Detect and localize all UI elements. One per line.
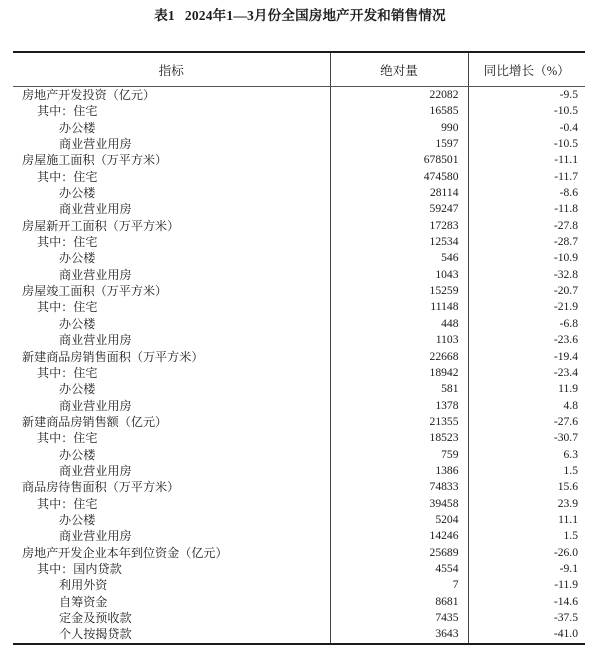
cell-indicator [13,463,330,479]
indicator-label: 新建商品房销售面积（万平方米） [22,349,204,364]
cell-yoy-growth: -21.9 [553,300,578,314]
cell-absolute-value: 678501 [330,152,468,168]
cell-yoy-growth: 11.9 [558,382,578,396]
cell-indicator [13,120,330,136]
cell-indicator [13,577,330,593]
cell-indicator [13,218,330,234]
cell-absolute-value: 474580 [330,169,468,185]
cell-indicator [13,496,330,512]
cell-indicator [13,103,330,119]
indicator-label: 其中：国内贷款 [37,561,122,576]
indicator-label: 商业营业用房 [59,202,132,217]
cell-absolute-value: 39458 [330,496,468,512]
indicator-label: 新建商品房销售额（亿元） [22,414,168,429]
cell-absolute-value: 25689 [330,545,468,561]
table-row [13,414,585,430]
cell-indicator [13,594,330,610]
cell-indicator [13,545,330,561]
indicator-label: 办公楼 [59,251,96,266]
cell-yoy-growth: -27.6 [553,414,578,428]
indicator-label: 利用外资 [59,578,108,593]
table-row [13,463,585,479]
cell-yoy-growth: 11.1 [558,512,578,526]
statistics-table [13,51,585,645]
cell-indicator [13,283,330,299]
table-row [13,610,585,626]
table-row [13,398,585,414]
table-row [13,201,585,217]
indicator-label: 房屋竣工面积（万平方米） [22,284,168,299]
cell-yoy-growth: -23.6 [553,333,578,347]
table-row [13,561,585,577]
cell-absolute-value: 759 [330,447,468,463]
cell-yoy-growth: 1.5 [563,463,578,477]
table-row [13,103,585,119]
cell-indicator [13,512,330,528]
indicator-label: 其中：住宅 [37,104,98,119]
cell-indicator [13,479,330,495]
indicator-label: 房屋施工面积（万平方米） [22,153,168,168]
cell-absolute-value: 21355 [330,414,468,430]
cell-indicator [13,169,330,185]
cell-absolute-value: 28114 [330,185,468,201]
indicator-label: 商品房待售面积（万平方米） [22,480,180,495]
table-row [13,120,585,136]
cell-yoy-growth: -19.4 [553,349,578,363]
indicator-label: 办公楼 [59,512,96,527]
table-row [13,234,585,250]
indicator-label: 其中：住宅 [37,496,98,511]
table-row [13,169,585,185]
indicator-label: 办公楼 [59,382,96,397]
indicator-label: 商业营业用房 [59,529,132,544]
cell-yoy-growth: -11.8 [554,202,578,216]
cell-absolute-value: 11148 [330,299,468,315]
cell-absolute-value: 546 [330,250,468,266]
indicator-label: 其中：住宅 [37,169,98,184]
column-header-indicator: 指标 [13,52,330,87]
cell-absolute-value: 22668 [330,349,468,365]
cell-indicator [13,528,330,544]
statistics-table-container [13,51,585,645]
cell-absolute-value: 1103 [330,332,468,348]
cell-yoy-growth: -27.8 [553,218,578,232]
cell-indicator [13,381,330,397]
indicator-label: 其中：住宅 [37,365,98,380]
cell-indicator [13,610,330,626]
table-row [13,349,585,365]
indicator-label: 房地产开发投资（亿元） [22,88,156,102]
cell-indicator [13,136,330,152]
indicator-label: 商业营业用房 [59,463,132,478]
cell-yoy-growth: 1.5 [563,529,578,543]
table-row [13,496,585,512]
cell-yoy-growth: -11.9 [554,578,578,592]
cell-indicator [13,234,330,250]
cell-absolute-value: 1378 [330,398,468,414]
cell-indicator [13,201,330,217]
cell-absolute-value: 4554 [330,561,468,577]
cell-yoy-growth: -37.5 [553,611,578,624]
table-number: 表1 [154,8,175,23]
cell-indicator [13,349,330,365]
table-row [13,447,585,463]
cell-indicator [13,87,330,104]
cell-absolute-value: 17283 [330,218,468,234]
cell-indicator [13,185,330,201]
indicator-label: 其中：住宅 [37,235,98,250]
indicator-label: 办公楼 [59,447,96,462]
cell-absolute-value: 581 [330,381,468,397]
table-row [13,136,585,152]
cell-yoy-growth: -32.8 [553,267,578,281]
cell-absolute-value: 7435 [330,610,468,626]
table-body [13,87,585,644]
cell-absolute-value: 5204 [330,512,468,528]
table-row [13,577,585,593]
cell-indicator [13,152,330,168]
cell-indicator [13,332,330,348]
table-row [13,626,585,643]
table-row [13,430,585,446]
table-row [13,381,585,397]
cell-absolute-value: 7 [330,577,468,593]
cell-yoy-growth: -30.7 [553,431,578,445]
cell-indicator [13,299,330,315]
indicator-label: 其中：住宅 [37,300,98,315]
cell-indicator [13,447,330,463]
indicator-label: 商业营业用房 [59,398,132,413]
cell-absolute-value: 12534 [330,234,468,250]
cell-yoy-growth: -28.7 [553,235,578,249]
indicator-label: 商业营业用房 [59,137,132,152]
table-row [13,152,585,168]
indicator-label: 自筹资金 [59,594,108,609]
indicator-label: 定金及预收款 [59,611,132,625]
cell-yoy-growth: -10.9 [553,251,578,265]
table-row [13,594,585,610]
table-row [13,512,585,528]
cell-indicator [13,414,330,430]
cell-absolute-value: 3643 [330,626,468,643]
cell-yoy-growth: -14.6 [553,594,578,608]
cell-yoy-growth: -9.5 [559,88,578,101]
cell-absolute-value: 74833 [330,479,468,495]
page-title [0,6,600,26]
cell-absolute-value: 990 [330,120,468,136]
table-row [13,332,585,348]
table-row [13,267,585,283]
column-header-yoy: 同比增长（%） [468,52,585,87]
table-title-text: 2024年1—3月份全国房地产开发和销售情况 [184,8,446,23]
cell-yoy-growth: -11.1 [554,153,578,167]
cell-absolute-value: 8681 [330,594,468,610]
cell-indicator [13,561,330,577]
indicator-label: 商业营业用房 [59,267,132,282]
indicator-label: 房屋新开工面积（万平方米） [22,218,180,233]
cell-indicator [13,316,330,332]
table-row [13,283,585,299]
indicator-label: 办公楼 [59,316,96,331]
cell-yoy-growth: 23.9 [557,496,578,510]
cell-absolute-value: 14246 [330,528,468,544]
table-row [13,87,585,104]
table-row [13,545,585,561]
cell-yoy-growth: -41.0 [468,626,585,643]
cell-yoy-growth: -8.6 [559,186,578,200]
cell-indicator [13,398,330,414]
cell-yoy-growth: 6.3 [563,447,578,461]
table-header [13,52,585,87]
cell-yoy-growth: -6.8 [559,316,578,330]
table-row [13,250,585,266]
cell-absolute-value: 18942 [330,365,468,381]
cell-yoy-growth: -11.7 [554,169,578,183]
cell-yoy-growth: -0.4 [559,120,578,134]
cell-absolute-value: 18523 [330,430,468,446]
indicator-label: 房地产开发企业本年到位资金（亿元） [22,545,228,560]
cell-indicator [13,626,330,643]
indicator-label: 个人按揭贷款 [59,627,132,642]
cell-absolute-value: 1043 [330,267,468,283]
cell-yoy-growth: -20.7 [553,284,578,298]
cell-indicator [13,365,330,381]
cell-absolute-value: 15259 [330,283,468,299]
table-row [13,479,585,495]
cell-absolute-value: 59247 [330,201,468,217]
cell-absolute-value: 22082 [330,87,468,104]
cell-indicator [13,267,330,283]
cell-yoy-growth: 4.8 [563,398,578,412]
cell-absolute-value: 448 [330,316,468,332]
table-row [13,299,585,315]
indicator-label: 办公楼 [59,186,96,201]
cell-yoy-growth: -26.0 [553,545,578,559]
cell-indicator [13,430,330,446]
cell-yoy-growth: -23.4 [553,365,578,379]
cell-absolute-value: 1597 [330,136,468,152]
cell-yoy-growth: 15.6 [557,480,578,494]
table-row [13,365,585,381]
table-row [13,528,585,544]
cell-yoy-growth: -10.5 [553,104,578,118]
cell-yoy-growth: -10.5 [553,137,578,151]
cell-absolute-value: 1386 [330,463,468,479]
cell-yoy-growth: -9.1 [559,561,578,575]
cell-absolute-value: 16585 [330,103,468,119]
table-row [13,316,585,332]
table-row [13,185,585,201]
indicator-label: 其中：住宅 [37,431,98,446]
column-header-absolute: 绝对量 [330,52,468,87]
indicator-label: 商业营业用房 [59,333,132,348]
table-row [13,218,585,234]
cell-indicator [13,250,330,266]
indicator-label: 办公楼 [59,120,96,135]
table-header-row [13,52,585,87]
